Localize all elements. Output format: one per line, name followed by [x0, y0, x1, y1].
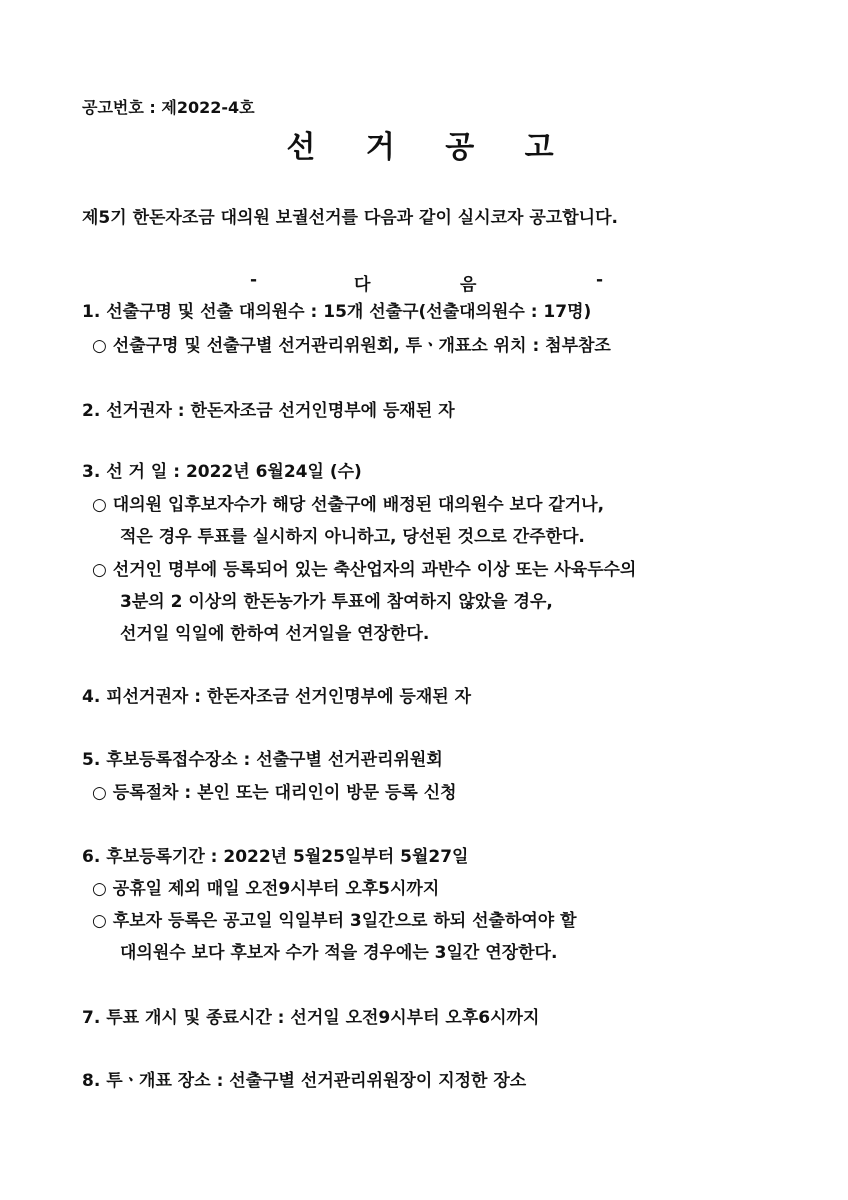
section-3-bullet-2: [92, 559, 636, 581]
section-3-bullet-2-line-1: 선거인 명부에 등록되어 있는 축산업자의 과반수 이상 또는 사육두수의: [112, 560, 637, 580]
section-5-heading: 5. 후보등록접수장소 : 선출구별 선거관리위원회: [82, 750, 443, 770]
bullet-circle-icon: ○: [92, 911, 107, 931]
intro-paragraph: 제5기 한돈자조금 대의원 보궐선거를 다음과 같이 실시코자 공고합니다.: [82, 208, 618, 228]
section-4-heading: 4. 피선거권자 : 한돈자조금 선거인명부에 등재된 자: [82, 687, 472, 707]
section-3-bullet-1: [92, 494, 604, 516]
section-3-bullet-2-line-3: 선거일 익일에 한하여 선거일을 연장한다.: [120, 624, 430, 644]
section-6-bullet-2: [92, 910, 577, 932]
section-8-heading: 8. 투ㆍ개표 장소 : 선출구별 선거관리위원장이 지정한 장소: [82, 1071, 527, 1091]
section-3-heading: 3. 선 거 일 : 2022년 6월24일 (수): [82, 462, 362, 482]
page-title: 선 거 공 고: [286, 130, 574, 165]
section-5-bullet-1-text: 등록절차 : 본인 또는 대리인이 방문 등록 신청: [112, 783, 457, 803]
separator-left-dash: -: [250, 270, 258, 290]
section-1-bullet-1: [92, 335, 611, 357]
section-6-bullet-2-line-2: 대의원수 보다 후보자 수가 적을 경우에는 3일간 연장한다.: [120, 943, 558, 963]
section-6-bullet-1: [92, 878, 439, 900]
section-6-heading: 6. 후보등록기간 : 2022년 5월25일부터 5월27일: [82, 847, 469, 867]
section-6-bullet-1-text: 공휴일 제외 매일 오전9시부터 오후5시까지: [112, 879, 440, 899]
section-1-heading: 1. 선출구명 및 선출 대의원수 : 15개 선출구(선출대의원수 : 17명): [82, 302, 592, 322]
separator-right-dash: -: [596, 270, 604, 290]
section-3-bullet-1-line-2: 적은 경우 투표를 실시하지 아니하고, 당선된 것으로 간주한다.: [120, 527, 585, 547]
bullet-circle-icon: ○: [92, 879, 107, 899]
bullet-circle-icon: ○: [92, 783, 107, 803]
bullet-circle-icon: ○: [92, 560, 107, 580]
bullet-circle-icon: ○: [92, 495, 107, 515]
bullet-circle-icon: ○: [92, 336, 107, 356]
separator-char-2: 음: [460, 275, 477, 295]
section-6-bullet-2-line-1: 후보자 등록은 공고일 익일부터 3일간으로 하되 선출하여야 할: [112, 911, 577, 931]
section-3-bullet-1-line-1: 대의원 입후보자수가 해당 선출구에 배정된 대의원수 보다 같거나,: [112, 495, 605, 515]
section-2-heading: 2. 선거권자 : 한돈자조금 선거인명부에 등재된 자: [82, 401, 455, 421]
section-5-bullet-1: [92, 782, 457, 804]
section-3-bullet-2-line-2: 3분의 2 이상의 한돈농가가 투표에 참여하지 않았을 경우,: [120, 592, 553, 612]
separator-char-1: 다: [354, 275, 371, 295]
section-1-bullet-1-text: 선출구명 및 선출구별 선거관리위원회, 투ㆍ개표소 위치 : 첨부참조: [112, 336, 611, 356]
notice-number: 공고번호 : 제2022-4호: [82, 98, 255, 117]
section-7-heading: 7. 투표 개시 및 종료시간 : 선거일 오전9시부터 오후6시까지: [82, 1008, 540, 1028]
separator-heading: [250, 270, 610, 294]
